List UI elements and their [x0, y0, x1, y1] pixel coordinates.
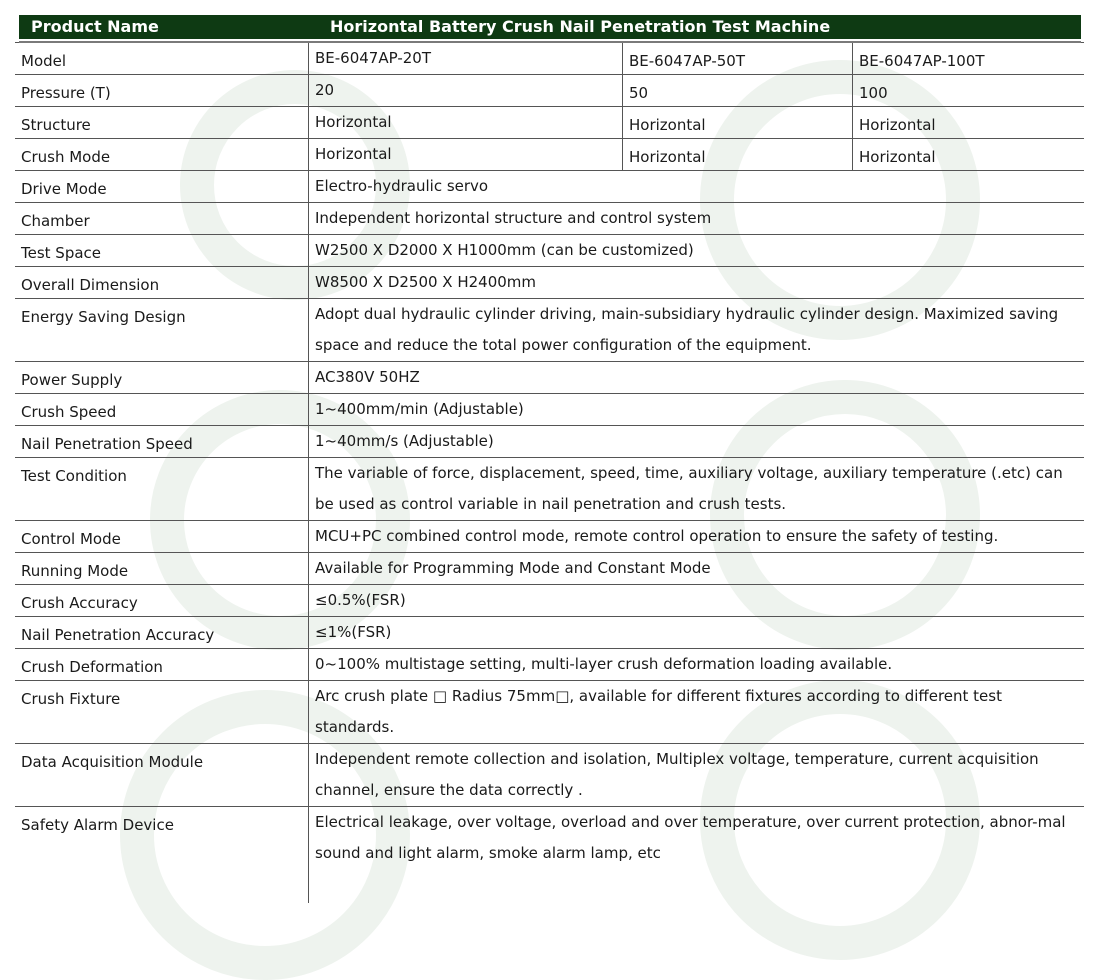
cell-value: 50	[623, 75, 853, 107]
table-row	[15, 458, 1084, 521]
row-label: Nail Penetration Speed	[15, 426, 309, 458]
cell-value: The variable of force, displacement, speed, time, auxiliary voltage, auxiliary temperature (.etc) can be used as control variable in nail penetration and crush tests.	[309, 458, 1085, 521]
row-label: Test Space	[15, 235, 309, 267]
table-row	[15, 553, 1084, 585]
row-label: Structure	[15, 107, 309, 139]
row-label: Nail Penetration Accuracy	[15, 617, 309, 649]
cell-value: W8500 X D2500 X H2400mm	[309, 267, 1085, 299]
cell-value: Horizontal	[309, 139, 623, 171]
cell-value: AC380V 50HZ	[309, 362, 1085, 394]
cell-value: 1~400mm/min (Adjustable)	[309, 394, 1085, 426]
table-row	[15, 521, 1084, 553]
row-label: Pressure (T)	[15, 75, 309, 107]
cell-value: BE-6047AP-20T	[309, 43, 623, 75]
cell-value: 0~100% multistage setting, multi-layer crush deformation loading available.	[309, 649, 1085, 681]
row-label: Crush Mode	[15, 139, 309, 171]
row-label: Test Condition	[15, 458, 309, 521]
cell-value: BE-6047AP-50T	[623, 43, 853, 75]
table-row	[15, 299, 1084, 362]
row-label: Data Acquisition Module	[15, 744, 309, 807]
cell-value: Arc crush plate □ Radius 75mm□, available for different fixtures according to different test standards.	[309, 681, 1085, 744]
table-row	[15, 426, 1084, 458]
spec-table	[15, 42, 1084, 903]
row-label: Model	[15, 43, 309, 75]
table-row	[15, 807, 1084, 904]
cell-value: Independent horizontal structure and control system	[309, 203, 1085, 235]
cell-value: 100	[853, 75, 1085, 107]
table-row	[15, 43, 1084, 75]
cell-value: Available for Programming Mode and Constant Mode	[309, 553, 1085, 585]
product-title: Horizontal Battery Crush Nail Penetration Test Machine	[330, 17, 831, 36]
cell-value: 20	[309, 75, 623, 107]
table-row	[15, 649, 1084, 681]
table-row	[15, 171, 1084, 203]
cell-value: MCU+PC combined control mode, remote control operation to ensure the safety of testing.	[309, 521, 1085, 553]
cell-value: ≤0.5%(FSR)	[309, 585, 1085, 617]
table-row	[15, 203, 1084, 235]
row-label: Control Mode	[15, 521, 309, 553]
table-row	[15, 235, 1084, 267]
table-row	[15, 681, 1084, 744]
row-label: Crush Accuracy	[15, 585, 309, 617]
cell-value: Independent remote collection and isolation, Multiplex voltage, temperature, current acquisition channel, ensure the data correctly .	[309, 744, 1085, 807]
table-row	[15, 617, 1084, 649]
row-label: Energy Saving Design	[15, 299, 309, 362]
table-row	[15, 107, 1084, 139]
row-label: Chamber	[15, 203, 309, 235]
cell-value: Electrical leakage, over voltage, overload and over temperature, over current protection, abnor-mal sound and light alarm, smoke alarm lamp, etc	[309, 807, 1085, 904]
cell-value: Horizontal	[853, 139, 1085, 171]
table-row	[15, 362, 1084, 394]
row-label: Crush Deformation	[15, 649, 309, 681]
cell-value: Horizontal	[853, 107, 1085, 139]
row-label: Running Mode	[15, 553, 309, 585]
header-label: Product Name	[31, 17, 159, 36]
cell-value: BE-6047AP-100T	[853, 43, 1085, 75]
table-row	[15, 139, 1084, 171]
cell-value: W2500 X D2000 X H1000mm (can be customized)	[309, 235, 1085, 267]
table-row	[15, 75, 1084, 107]
row-label: Safety Alarm Device	[21, 816, 174, 834]
row-label: Crush Speed	[15, 394, 309, 426]
cell-value: 1~40mm/s (Adjustable)	[309, 426, 1085, 458]
cell-value: Electro-hydraulic servo	[309, 171, 1085, 203]
row-label: Overall Dimension	[15, 267, 309, 299]
row-label: Drive Mode	[15, 171, 309, 203]
cell-value: Horizontal	[309, 107, 623, 139]
table-row	[15, 267, 1084, 299]
cell-value: Horizontal	[623, 139, 853, 171]
row-label: Power Supply	[15, 362, 309, 394]
cell-value: Adopt dual hydraulic cylinder driving, main-subsidiary hydraulic cylinder design. Maximized saving space and reduce the total power configuration of the equipment.	[309, 299, 1085, 362]
row-label: Crush Fixture	[15, 681, 309, 744]
cell-value: ≤1%(FSR)	[309, 617, 1085, 649]
table-row	[15, 744, 1084, 807]
table-header	[19, 15, 1081, 41]
table-row	[15, 585, 1084, 617]
table-row	[15, 394, 1084, 426]
cell-value: Horizontal	[623, 107, 853, 139]
